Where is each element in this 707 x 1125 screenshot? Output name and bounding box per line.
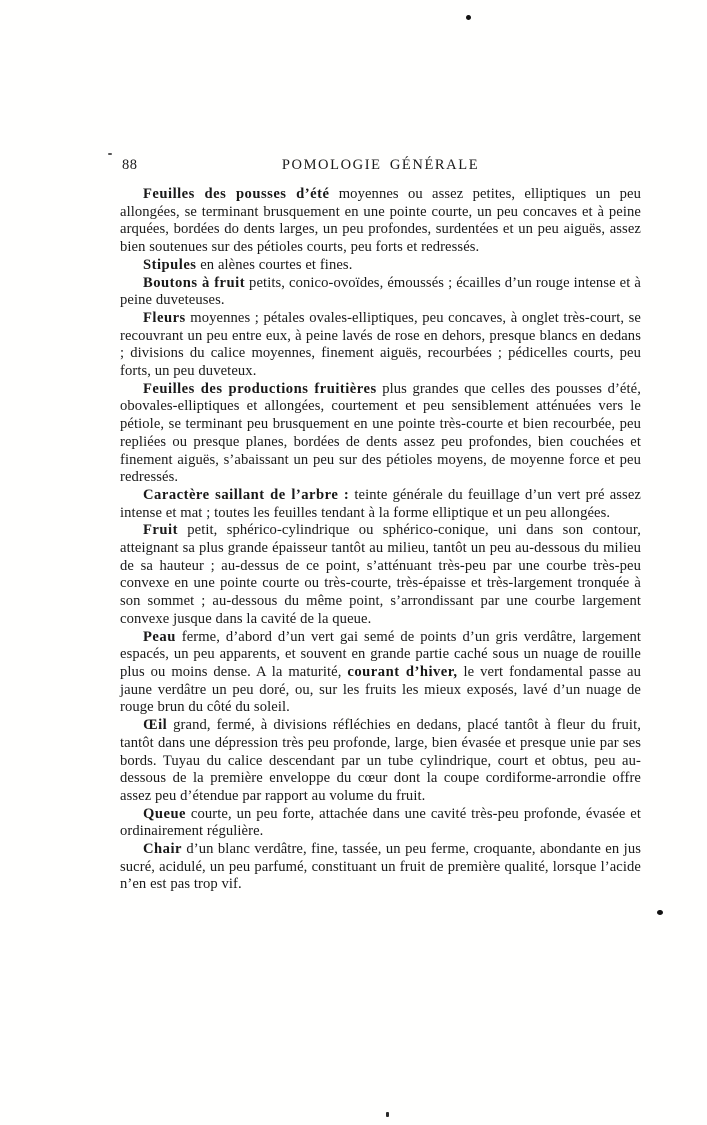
- paragraph: [120, 275, 641, 310]
- paragraph-text: petits, conico-ovoïdes, émoussés ; écailles d’un rouge intense et à peine duveteuses.: [120, 274, 641, 309]
- paragraph-lead: Stipules: [143, 256, 197, 273]
- ink-speck: [466, 15, 471, 20]
- paragraph: [120, 629, 641, 718]
- paragraph-text: ferme, d’abord d’un vert gai semé de points d’un gris verdâtre, largement espacés, un peu apparents, et souvent en grande partie caché sous un nuage de rouille plus ou moins dense. A la maturité,: [120, 628, 641, 680]
- paragraph: [120, 257, 641, 275]
- paragraph: [120, 522, 641, 628]
- ink-speck: [108, 153, 112, 155]
- page-header: [120, 157, 641, 177]
- paragraph-lead: Peau: [143, 628, 176, 645]
- paragraph: [120, 487, 641, 522]
- paragraph-text: moyennes ou assez petites, elliptiques un peu allongées, se terminant brusquement en une pointe courte, un peu concaves et à peine arquées, bordées do dents larges, un peu profondes, surdentées et un peu aiguës, assez bien soutenues sur des pétioles courts, peu forts et redressés.: [120, 186, 641, 256]
- ink-speck: [386, 1112, 389, 1117]
- paragraph-text: courte, un peu forte, attachée dans une cavité très-peu profonde, évasée et ordinairement régulière.: [120, 805, 641, 840]
- paragraph-lead: Fleurs: [143, 309, 186, 326]
- paragraph-lead: courant d’hiver,: [347, 663, 458, 680]
- paragraph-lead: Boutons à fruit: [143, 274, 246, 291]
- paragraph-text: grand, fermé, à divisions réfléchies en dedans, placé tantôt à fleur du fruit, tantôt dans une dépression très peu profonde, large, bien évasée et presque unie par ses bords. Tuyau du calice descendant par un tube cylindrique, court et obtus, peu au-dessous de la première enveloppe du cœur dont la coupe cordiforme-arrondie offre assez peu d’étendue par rapport au volume du fruit.: [120, 717, 641, 804]
- paragraph: [120, 717, 641, 806]
- paragraph-text: d’un blanc verdâtre, fine, tassée, un peu ferme, croquante, abondante en jus sucré, acidulé, un peu parfumé, constituant un fruit de première qualité, lorsque l’acide n’en est pas trop vif.: [120, 841, 641, 893]
- paragraph-lead: Feuilles des pousses d’été: [143, 186, 330, 202]
- paragraph-lead: Queue: [143, 805, 187, 822]
- paragraph-lead: Caractère saillant de l’arbre :: [143, 486, 350, 503]
- paragraph: [120, 186, 641, 257]
- paragraph-text: plus grandes que celles des pousses d’été, obovales-elliptiques et allongées, courtement et peu sensiblement atténuées vers le pétiole, se terminant peu brusquement en une pointe très-courte et bien recourbée, peu repliées ou presque planes, bordées de dents assez peu profondes, bien couchées et finement aiguës, s’abaissant un peu sur des pétioles moyens, de moyenne force et peu redressés.: [120, 380, 641, 486]
- paragraph-text: teinte générale du feuillage d’un vert pré assez intense et mat ; toutes les feuilles tendant à la forme elliptique et un peu allongées.: [120, 486, 641, 521]
- paragraph: [120, 381, 641, 487]
- page-number: 88: [122, 157, 138, 173]
- paragraph: [120, 310, 641, 381]
- paragraph-lead: Chair: [143, 841, 182, 858]
- paragraph-lead: Œil: [143, 717, 168, 734]
- paragraph: [120, 806, 641, 841]
- paragraph: [120, 841, 641, 894]
- paragraph-text: moyennes ; pétales ovales-elliptiques, peu concaves, à onglet très-court, se recouvrant un peu entre eux, à peine lavés de rose en dehors, presque blancs en dedans ; divisions du calice moyennes, finement aiguës, recourbées ; pédicelles courts, peu forts, un peu duveteux.: [120, 309, 641, 380]
- running-title: POMOLOGIE GÉNÉRALE: [281, 157, 480, 173]
- page-body: [120, 186, 641, 894]
- paragraph-text: le vert fondamental passe au jaune verdâtre un peu doré, ou, sur les fruits les mieux exposés, lavé d’un nuage de rouge brun du côté du soleil.: [120, 663, 642, 716]
- paragraph-text: petit, sphérico-cylindrique ou sphérico-conique, uni dans son contour, atteignant sa plus grande épaisseur tantôt au milieu, tantôt un peu au-dessous du milieu de sa hauteur ; au-dessus de ce point, s’atténuant très-peu par une courbe très-peu convexe en une pointe courte ou très-courte, très-épaisse et très-largement tronquée à son sommet ; au-dessous du même point, s’arrondissant par une courbe largement convexe jusque dans la cavité de la queue.: [120, 522, 641, 627]
- paragraph-lead: Fruit: [143, 522, 178, 539]
- paragraph-lead: Feuilles des productions fruitières: [143, 380, 377, 397]
- paragraph-text: en alènes courtes et fines.: [196, 256, 353, 273]
- ink-speck: [657, 910, 663, 915]
